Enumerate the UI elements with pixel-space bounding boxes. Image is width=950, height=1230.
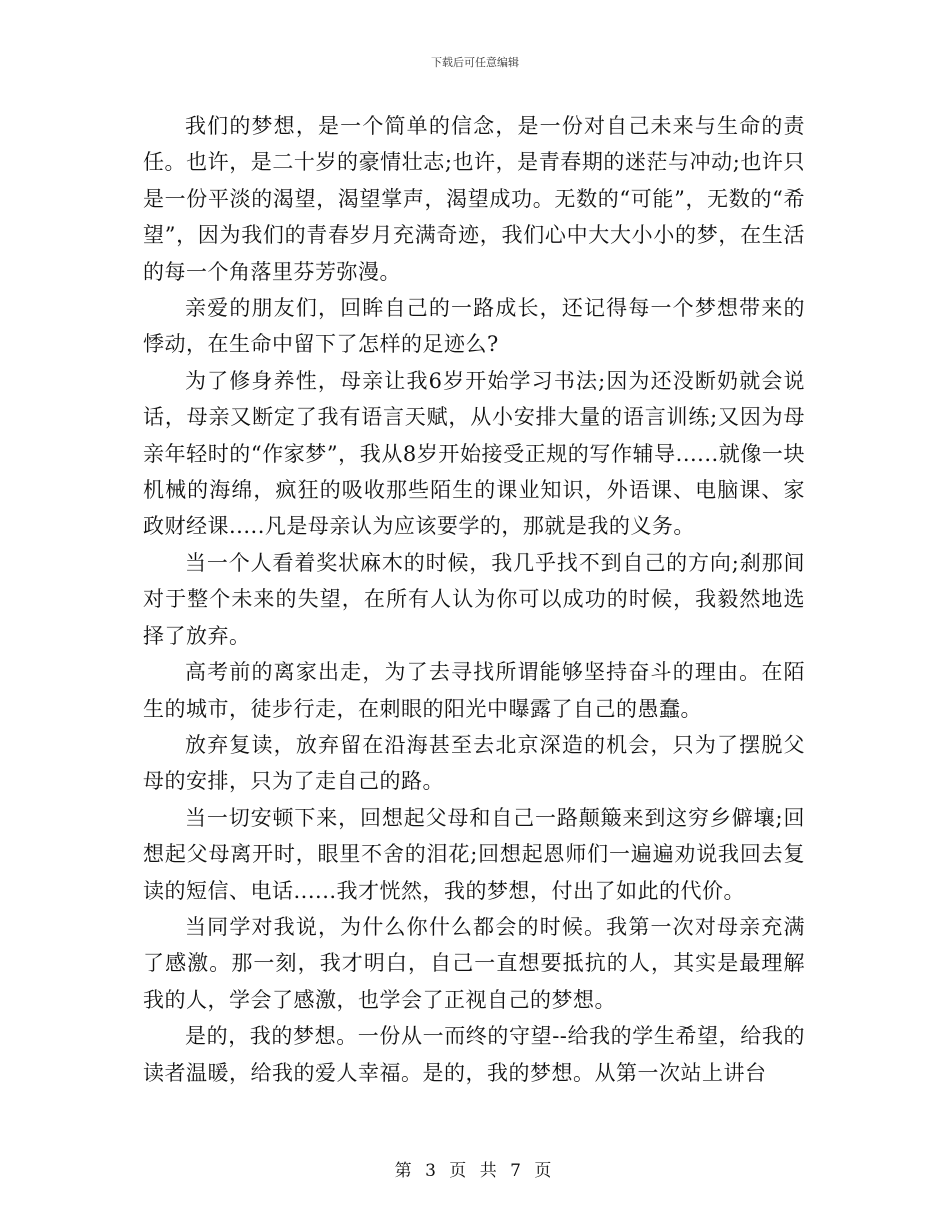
page-header: 下载后可任意编辑: [431, 56, 519, 69]
paragraph-1: 我们的梦想，是一个简单的信念，是一份对自己未来与生命的责任。也许，是二十岁的豪情壮志;也许，是青春期的迷茫与冲动;也许只是一份平淡的渴望，渴望掌声，渴望成功。无数的“可能”，无数的“希望”，因为我们的青春岁月充满奇迹，我们心中大大小小的梦，在生活的每一个角落里芬芳弥漫。: [143, 114, 805, 284]
paragraph-8: 当同学对我说，为什么你什么都会的时候。我第一次对母亲充满了感激。那一刻，我才明白，自己一直想要抵抗的人，其实是最理解我的人，学会了感激，也学会了正视自己的梦想。: [143, 914, 805, 1012]
page-number-footer: 第 3 页 共 7 页: [394, 1161, 556, 1181]
paragraph-5: 高考前的离家出走，为了去寻找所谓能够坚持奋斗的理由。在陌生的城市，徒步行走，在刺眼的阳光中曝露了自己的愚蠢。: [143, 660, 805, 721]
paragraph-6: 放弃复读，放弃留在沿海甚至去北京深造的机会，只为了摆脱父母的安排，只为了走自己的路。: [143, 732, 805, 794]
paragraph-4: 当一个人看着奖状麻木的时候，我几乎找不到自己的方向;刹那间对于整个未来的失望，在所有人认为你可以成功的时候，我毅然地选择了放弃。: [143, 550, 805, 648]
paragraph-7: 当一切安顿下来，回想起父母和自己一路颠簸来到这穷乡僻壤;回想起父母离开时，眼里不舍的泪花;回想起恩师们一遍遍劝说我回去复读的短信、电话......我才恍然，我的梦想，付出了如此的代价。: [143, 805, 805, 903]
paragraph-3: 为了修身养性，母亲让我6岁开始学习书法;因为还没断奶就会说话，母亲又断定了我有语言天赋，从小安排大量的语言训练;又因为母亲年轻时的“作家梦”，我从8岁开始接受正规的写作辅导......就像一块机械的海绵，疯狂的吸收那些陌生的课业知识，外语课、电脑课、家政财经课.....凡是母亲认为应该要学的，那就是我的义务。: [143, 368, 805, 539]
paragraph-2: 亲爱的朋友们，回眸自己的一路成长，还记得每一个梦想带来的悸动，在生命中留下了怎样的足迹么?: [143, 296, 805, 357]
paragraph-9: 是的，我的梦想。一份从一而终的守望--给我的学生希望，给我的读者温暖，给我的爱人幸福。是的，我的梦想。从第一次站上讲台: [143, 1024, 805, 1085]
document-body: [143, 108, 805, 1091]
